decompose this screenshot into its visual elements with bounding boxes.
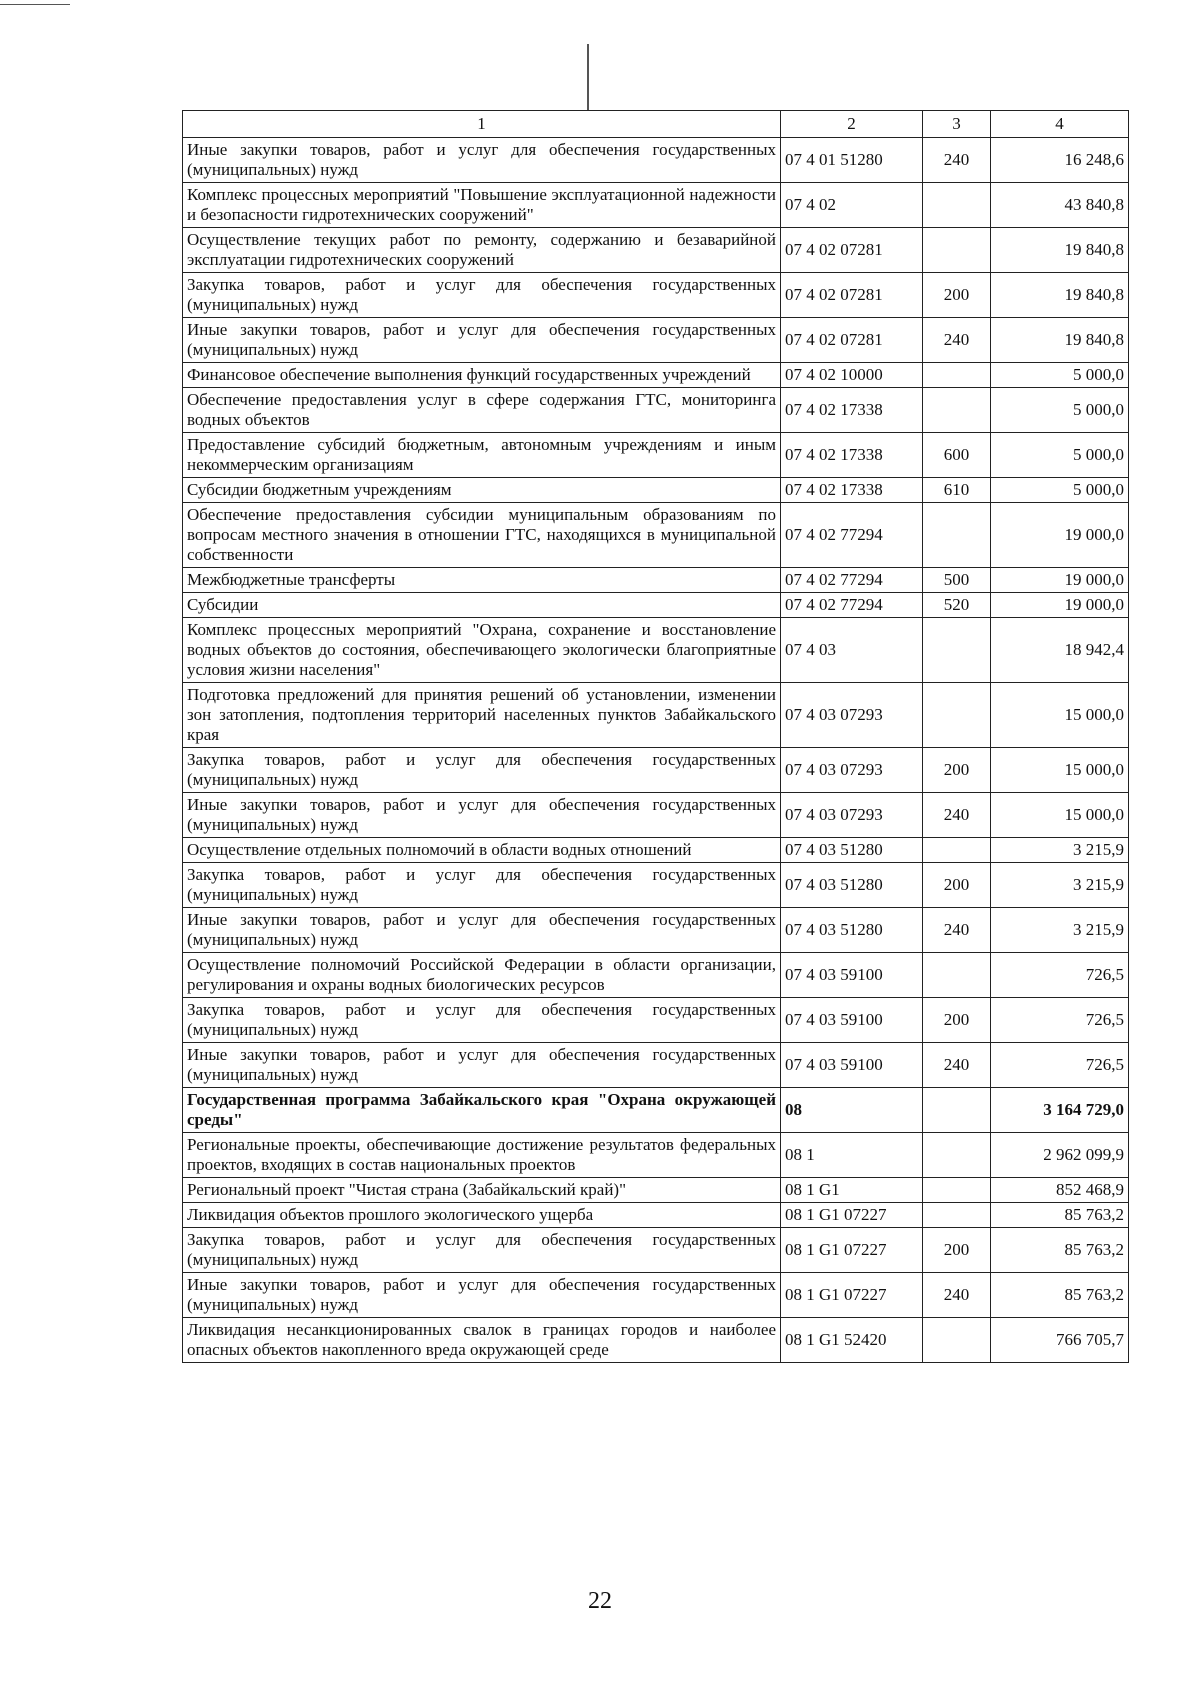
- header-col-1: 1: [183, 111, 781, 138]
- table-row: [183, 478, 1129, 503]
- table-row: [183, 618, 1129, 683]
- page-number: 22: [588, 1588, 612, 1614]
- row-sum-cell: 726,5: [991, 998, 1129, 1043]
- row-type-cell: [923, 1088, 991, 1133]
- row-sum-cell: 852 468,9: [991, 1178, 1129, 1203]
- row-name-cell: Закупка товаров, работ и услуг для обеспечения государственных (муниципальных) нужд: [183, 273, 781, 318]
- row-name-cell: Государственная программа Забайкальского края "Охрана окружающей среды": [183, 1088, 781, 1133]
- table-row: [183, 793, 1129, 838]
- row-sum-cell: 85 763,2: [991, 1273, 1129, 1318]
- row-code-cell: 07 4 02 77294: [781, 568, 923, 593]
- row-sum-cell: 18 942,4: [991, 618, 1129, 683]
- row-code-cell: 08 1 G1 07227: [781, 1273, 923, 1318]
- row-type-cell: [923, 503, 991, 568]
- table-row: [183, 228, 1129, 273]
- row-type-cell: 240: [923, 908, 991, 953]
- row-name-cell: Межбюджетные трансферты: [183, 568, 781, 593]
- table-row: [183, 318, 1129, 363]
- table-row: [183, 1273, 1129, 1318]
- row-type-cell: [923, 183, 991, 228]
- row-name-cell: Осуществление полномочий Российской Федерации в области организации, регулирования и охраны водных биологических ресурсов: [183, 953, 781, 998]
- row-type-cell: [923, 363, 991, 388]
- row-code-cell: 07 4 03 51280: [781, 908, 923, 953]
- row-sum-cell: 85 763,2: [991, 1203, 1129, 1228]
- table-row: [183, 748, 1129, 793]
- row-type-cell: 610: [923, 478, 991, 503]
- header-col-4: 4: [991, 111, 1129, 138]
- row-name-cell: Осуществление текущих работ по ремонту, содержанию и безаварийной эксплуатации гидротехнических сооружений: [183, 228, 781, 273]
- row-sum-cell: 19 840,8: [991, 273, 1129, 318]
- row-type-cell: 200: [923, 998, 991, 1043]
- row-name-cell: Закупка товаров, работ и услуг для обеспечения государственных (муниципальных) нужд: [183, 748, 781, 793]
- table-row: [183, 1088, 1129, 1133]
- row-name-cell: Иные закупки товаров, работ и услуг для обеспечения государственных (муниципальных) нужд: [183, 1273, 781, 1318]
- table-row: [183, 593, 1129, 618]
- row-type-cell: 500: [923, 568, 991, 593]
- row-sum-cell: 2 962 099,9: [991, 1133, 1129, 1178]
- row-sum-cell: 766 705,7: [991, 1318, 1129, 1363]
- row-code-cell: 08 1 G1: [781, 1178, 923, 1203]
- row-code-cell: 07 4 03: [781, 618, 923, 683]
- row-code-cell: 07 4 02 07281: [781, 228, 923, 273]
- table-body: [183, 138, 1129, 1363]
- row-name-cell: Региональные проекты, обеспечивающие достижение результатов федеральных проектов, входящих в состав национальных проектов: [183, 1133, 781, 1178]
- row-name-cell: Иные закупки товаров, работ и услуг для обеспечения государственных (муниципальных) нужд: [183, 138, 781, 183]
- header-col-3: 3: [923, 111, 991, 138]
- row-sum-cell: 43 840,8: [991, 183, 1129, 228]
- row-code-cell: 08 1 G1 52420: [781, 1318, 923, 1363]
- row-name-cell: Ликвидация несанкционированных свалок в границах городов и наиболее опасных объектов накопленного вреда окружающей среде: [183, 1318, 781, 1363]
- row-sum-cell: 3 215,9: [991, 863, 1129, 908]
- row-code-cell: 08 1 G1 07227: [781, 1228, 923, 1273]
- row-sum-cell: 85 763,2: [991, 1228, 1129, 1273]
- row-sum-cell: 5 000,0: [991, 388, 1129, 433]
- row-name-cell: Финансовое обеспечение выполнения функций государственных учреждений: [183, 363, 781, 388]
- row-sum-cell: 19 000,0: [991, 593, 1129, 618]
- row-type-cell: [923, 1203, 991, 1228]
- row-type-cell: 240: [923, 793, 991, 838]
- row-type-cell: [923, 1318, 991, 1363]
- row-name-cell: Иные закупки товаров, работ и услуг для обеспечения государственных (муниципальных) нужд: [183, 793, 781, 838]
- row-sum-cell: 19 000,0: [991, 568, 1129, 593]
- row-code-cell: 07 4 02 07281: [781, 273, 923, 318]
- row-type-cell: 600: [923, 433, 991, 478]
- table-row: [183, 1133, 1129, 1178]
- row-code-cell: 07 4 02 07281: [781, 318, 923, 363]
- row-sum-cell: 726,5: [991, 1043, 1129, 1088]
- row-sum-cell: 3 215,9: [991, 908, 1129, 953]
- row-code-cell: 08 1 G1 07227: [781, 1203, 923, 1228]
- table-row: [183, 1203, 1129, 1228]
- table-row: [183, 1318, 1129, 1363]
- row-name-cell: Региональный проект "Чистая страна (Забайкальский край)": [183, 1178, 781, 1203]
- row-name-cell: Субсидии: [183, 593, 781, 618]
- row-type-cell: [923, 953, 991, 998]
- row-name-cell: Комплекс процессных мероприятий "Повышение эксплуатационной надежности и безопасности гидротехнических сооружений": [183, 183, 781, 228]
- row-name-cell: Комплекс процессных мероприятий "Охрана, сохранение и восстановление водных объектов до состояния, обеспечивающего экологически благоприятные условия жизни населения": [183, 618, 781, 683]
- scan-artifact-line: [0, 4, 70, 5]
- table-row: [183, 838, 1129, 863]
- row-sum-cell: 19 840,8: [991, 228, 1129, 273]
- row-name-cell: Предоставление субсидий бюджетным, автономным учреждениям и иным некоммерческим организациям: [183, 433, 781, 478]
- table-row: [183, 363, 1129, 388]
- row-type-cell: 200: [923, 273, 991, 318]
- row-name-cell: Обеспечение предоставления субсидии муниципальным образованиям по вопросам местного значения в отношении ГТС, находящихся в муниципальной собственности: [183, 503, 781, 568]
- row-sum-cell: 5 000,0: [991, 478, 1129, 503]
- row-name-cell: Субсидии бюджетным учреждениям: [183, 478, 781, 503]
- row-type-cell: [923, 388, 991, 433]
- row-type-cell: 200: [923, 748, 991, 793]
- row-sum-cell: 16 248,6: [991, 138, 1129, 183]
- row-code-cell: 08: [781, 1088, 923, 1133]
- row-type-cell: [923, 618, 991, 683]
- row-sum-cell: 3 215,9: [991, 838, 1129, 863]
- table-row: [183, 138, 1129, 183]
- row-name-cell: Иные закупки товаров, работ и услуг для обеспечения государственных (муниципальных) нужд: [183, 908, 781, 953]
- table-row: [183, 1178, 1129, 1203]
- row-name-cell: Иные закупки товаров, работ и услуг для обеспечения государственных (муниципальных) нужд: [183, 318, 781, 363]
- row-name-cell: Обеспечение предоставления услуг в сфере содержания ГТС, мониторинга водных объектов: [183, 388, 781, 433]
- row-name-cell: Закупка товаров, работ и услуг для обеспечения государственных (муниципальных) нужд: [183, 1228, 781, 1273]
- row-type-cell: [923, 1178, 991, 1203]
- table-row: [183, 1228, 1129, 1273]
- table-row: [183, 503, 1129, 568]
- row-sum-cell: 15 000,0: [991, 748, 1129, 793]
- row-code-cell: 07 4 01 51280: [781, 138, 923, 183]
- scan-artifact-line: [587, 44, 589, 110]
- table-row: [183, 1043, 1129, 1088]
- row-type-cell: 240: [923, 138, 991, 183]
- table-row: [183, 863, 1129, 908]
- row-name-cell: Подготовка предложений для принятия решений об установлении, изменении зон затопления, подтопления территорий населенных пунктов Забайкальского края: [183, 683, 781, 748]
- table-row: [183, 183, 1129, 228]
- table-row: [183, 568, 1129, 593]
- row-code-cell: 07 4 02 77294: [781, 503, 923, 568]
- row-sum-cell: 19 000,0: [991, 503, 1129, 568]
- row-code-cell: 07 4 03 07293: [781, 793, 923, 838]
- row-type-cell: [923, 838, 991, 863]
- row-name-cell: Осуществление отдельных полномочий в области водных отношений: [183, 838, 781, 863]
- row-code-cell: 07 4 03 59100: [781, 953, 923, 998]
- row-type-cell: 240: [923, 1043, 991, 1088]
- row-type-cell: 240: [923, 318, 991, 363]
- row-name-cell: Закупка товаров, работ и услуг для обеспечения государственных (муниципальных) нужд: [183, 998, 781, 1043]
- row-name-cell: Закупка товаров, работ и услуг для обеспечения государственных (муниципальных) нужд: [183, 863, 781, 908]
- row-sum-cell: 15 000,0: [991, 683, 1129, 748]
- header-col-2: 2: [781, 111, 923, 138]
- row-code-cell: 07 4 03 07293: [781, 748, 923, 793]
- table-row: [183, 273, 1129, 318]
- table-row: [183, 953, 1129, 998]
- row-code-cell: 07 4 03 59100: [781, 998, 923, 1043]
- row-sum-cell: 3 164 729,0: [991, 1088, 1129, 1133]
- row-type-cell: 240: [923, 1273, 991, 1318]
- row-code-cell: 08 1: [781, 1133, 923, 1178]
- table-header-row: [183, 111, 1129, 138]
- row-sum-cell: 15 000,0: [991, 793, 1129, 838]
- row-code-cell: 07 4 03 51280: [781, 863, 923, 908]
- row-code-cell: 07 4 03 59100: [781, 1043, 923, 1088]
- row-code-cell: 07 4 02 77294: [781, 593, 923, 618]
- budget-table: [182, 110, 1129, 1363]
- row-type-cell: 200: [923, 1228, 991, 1273]
- row-type-cell: [923, 683, 991, 748]
- row-code-cell: 07 4 02 10000: [781, 363, 923, 388]
- row-sum-cell: 19 840,8: [991, 318, 1129, 363]
- row-code-cell: 07 4 03 07293: [781, 683, 923, 748]
- row-type-cell: [923, 1133, 991, 1178]
- row-code-cell: 07 4 02 17338: [781, 388, 923, 433]
- row-code-cell: 07 4 02 17338: [781, 433, 923, 478]
- row-sum-cell: 5 000,0: [991, 363, 1129, 388]
- table-row: [183, 683, 1129, 748]
- row-code-cell: 07 4 02: [781, 183, 923, 228]
- row-sum-cell: 5 000,0: [991, 433, 1129, 478]
- row-type-cell: [923, 228, 991, 273]
- table-row: [183, 908, 1129, 953]
- row-type-cell: 200: [923, 863, 991, 908]
- row-code-cell: 07 4 02 17338: [781, 478, 923, 503]
- row-name-cell: Ликвидация объектов прошлого экологического ущерба: [183, 1203, 781, 1228]
- row-type-cell: 520: [923, 593, 991, 618]
- table-row: [183, 388, 1129, 433]
- row-code-cell: 07 4 03 51280: [781, 838, 923, 863]
- table-row: [183, 433, 1129, 478]
- row-name-cell: Иные закупки товаров, работ и услуг для обеспечения государственных (муниципальных) нужд: [183, 1043, 781, 1088]
- table-row: [183, 998, 1129, 1043]
- row-sum-cell: 726,5: [991, 953, 1129, 998]
